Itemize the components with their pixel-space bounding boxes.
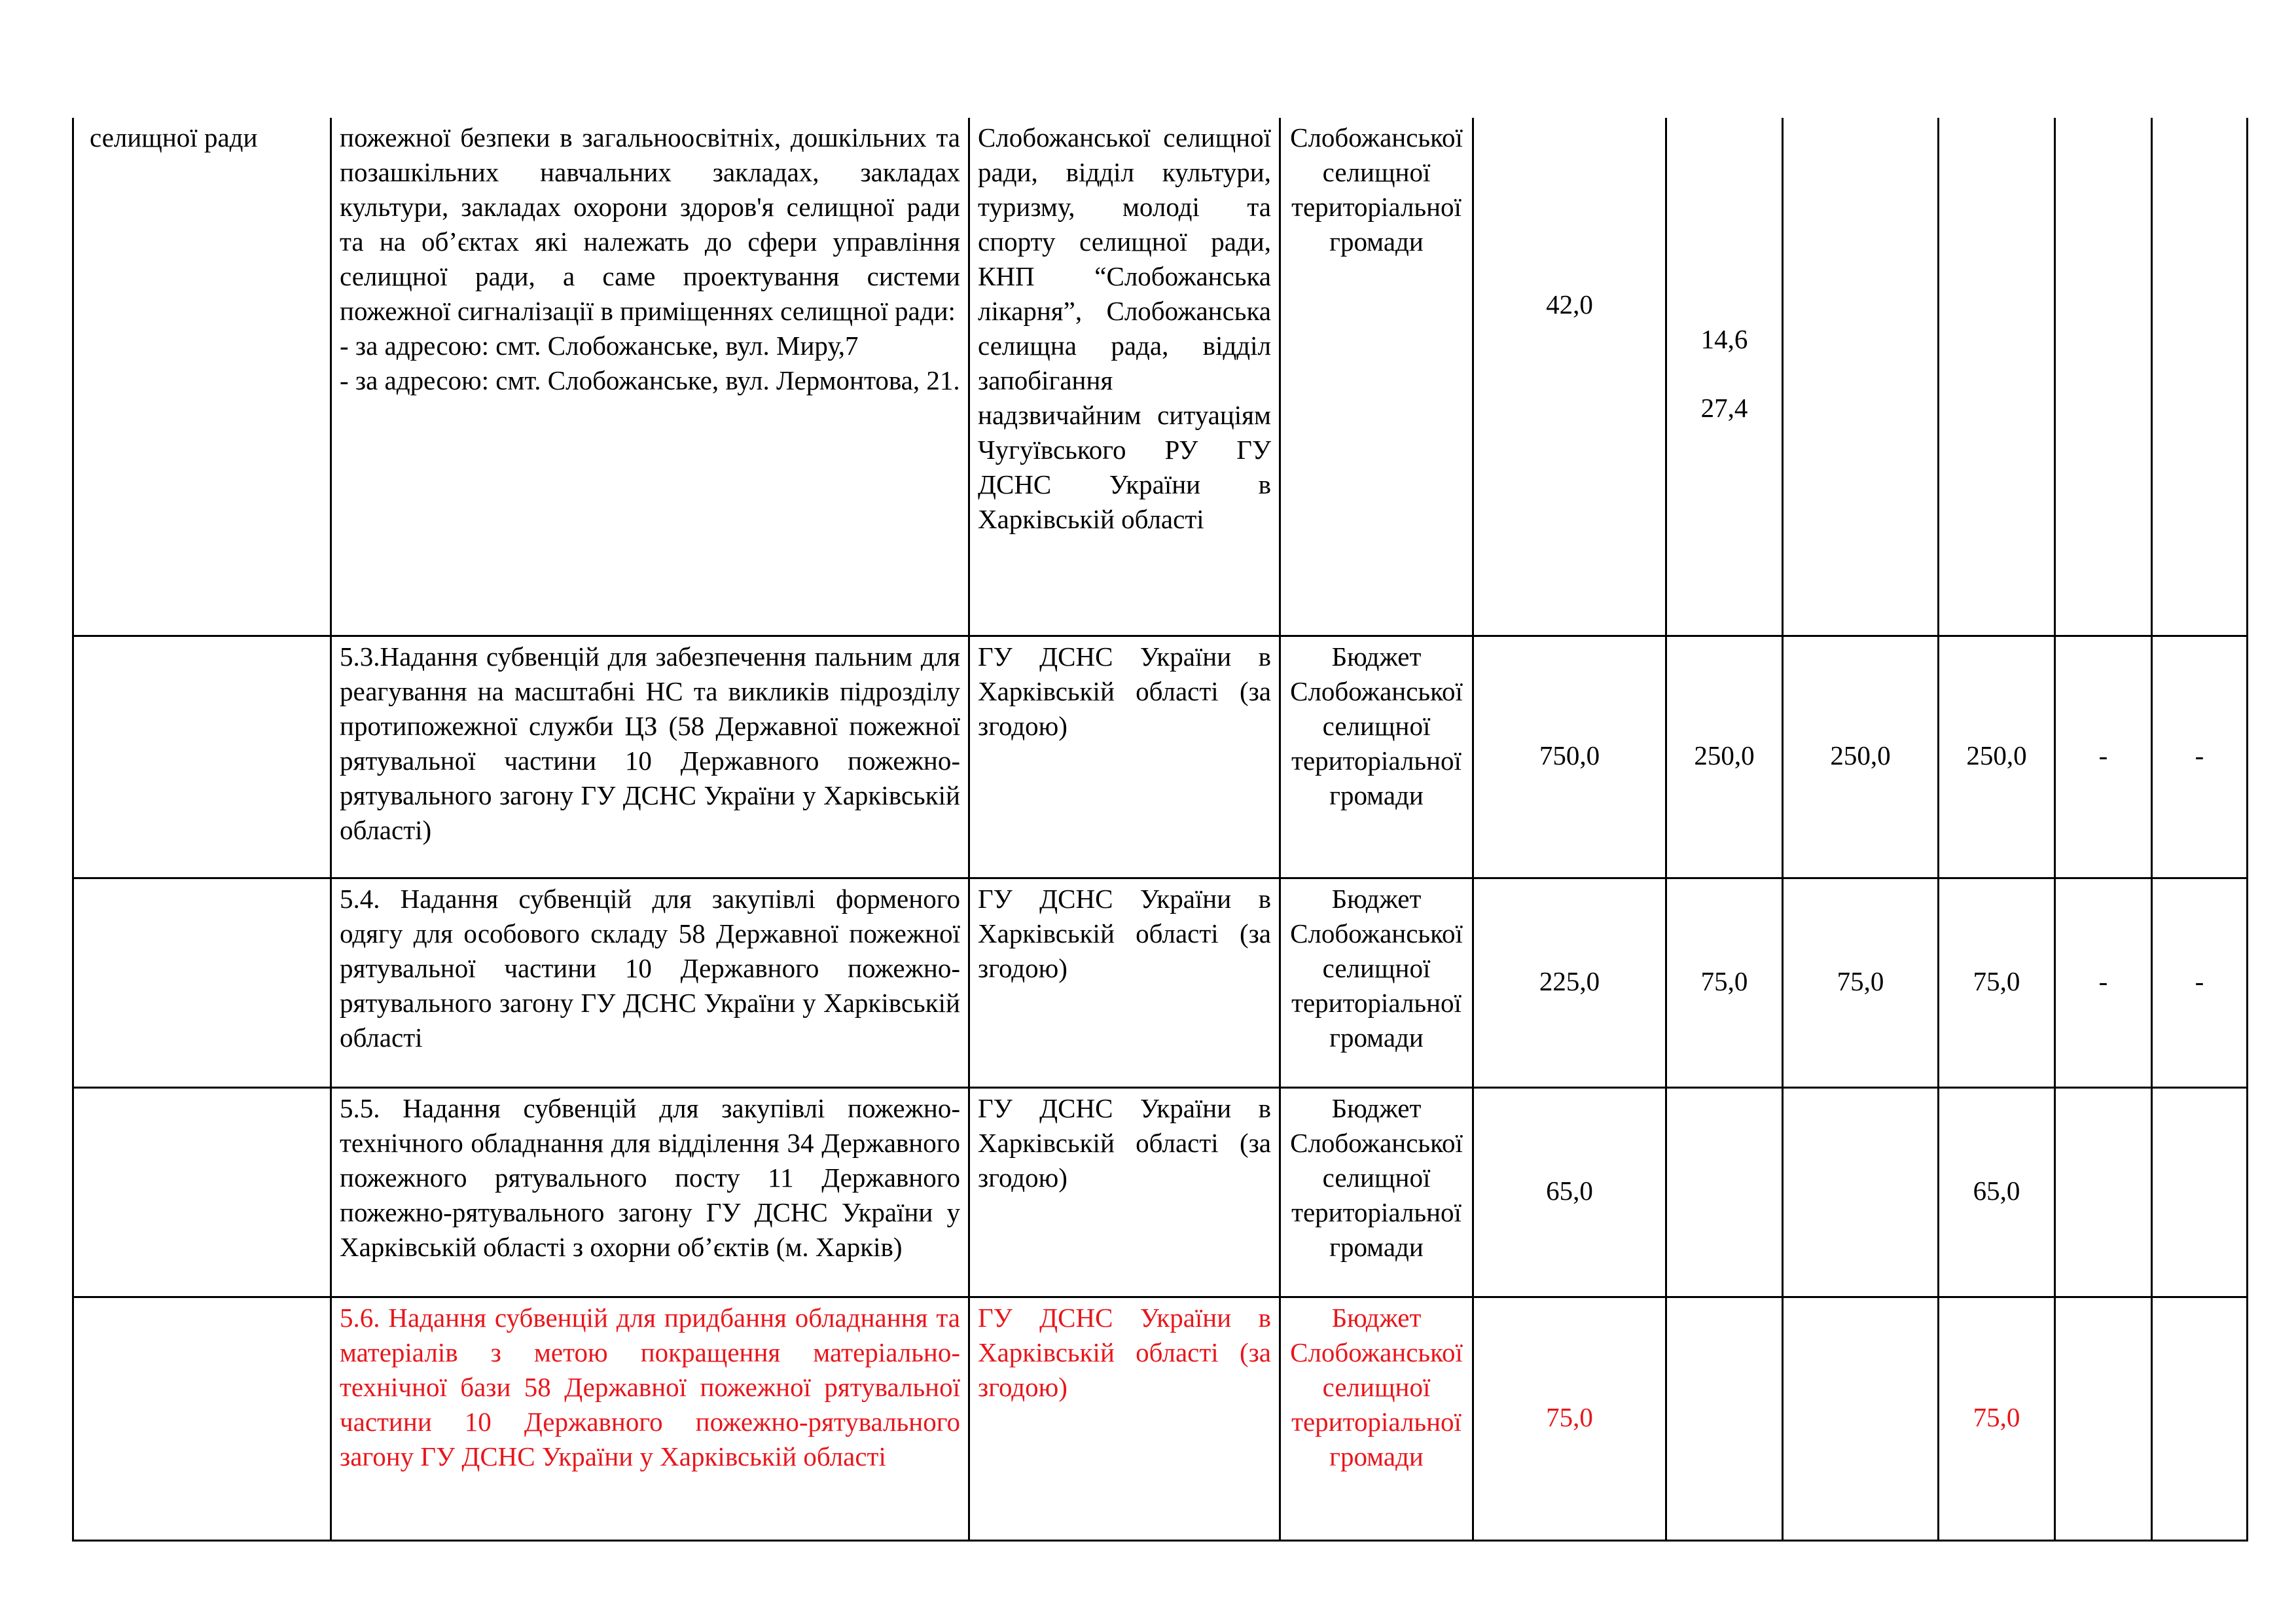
year-3-cell [1939,1297,2055,1540]
measure-description-cell [331,878,969,1087]
year-3-value: 75,0 [1973,1401,2020,1432]
year-1-cell [1666,118,1783,636]
responsible-cell [73,118,331,636]
year-3-cell [1939,1087,2055,1297]
year-4-cell [2055,878,2152,1087]
total-value: 65,0 [1546,1175,1593,1206]
funding-source-text: Бюджет Слобожанської селищної територіальної громади [1290,883,1463,1053]
year-5-value: - [2195,965,2204,996]
total-value: 75,0 [1546,1401,1593,1432]
funding-source-text: Бюджет Слобожанської селищної територіальної громади [1290,641,1463,810]
table-row [73,636,2248,878]
executor-cell [969,1087,1280,1297]
responsible-text: селищної ради [90,122,258,153]
total-value: 225,0 [1539,965,1600,996]
executor-cell [969,118,1280,636]
year-5-cell [2152,1087,2248,1297]
funding-source-text: Слобожанської селищної територіальної громади [1290,122,1463,257]
funding-source-text: Бюджет Слобожанської селищної територіальної громади [1290,1302,1463,1471]
executor-text: ГУ ДСНС України в Харківській області (за згодою) [978,883,1271,983]
executor-cell [969,1297,1280,1540]
program-table [72,118,2248,1542]
year-3-cell [1939,636,2055,878]
funding-source-cell [1280,878,1473,1087]
year-1-cell [1666,1297,1783,1540]
measure-description: пожежної безпеки в загальноосвітніх, дошкільних та позашкільних навчальних закладах, закладах культури, закладах охорони здоров'я селищної ради та на об’єктах які належать до сфери управління селищної ради, а саме проектування системи пожежної сигналізації в приміщеннях селищної ради: [340,122,960,326]
year-2-cell [1783,1297,1939,1540]
executor-text: ГУ ДСНС України в Харківській області (за згодою) [978,1092,1271,1193]
funding-source-cell [1280,118,1473,636]
year-1-cell [1666,1087,1783,1297]
responsible-cell [73,1087,331,1297]
year-1-cell [1666,878,1783,1087]
year-3-cell [1939,878,2055,1087]
table-row-highlighted [73,1297,2248,1540]
table-row [73,878,2248,1087]
total-cell [1473,636,1666,878]
measure-description: 5.6. Надання субвенцій для придбання обладнання та матеріалів з метою покращення матеріально-технічної бази 58 Державної пожежної рятувальної частини 10 Державного пожежно-рятувального загону ГУ ДСНС України у Харківській області [340,1302,960,1471]
address-line: - за адресою: смт. Слобожанське, вул. Лермонтова, 21. [340,365,960,395]
year-2-value: 75,0 [1837,965,1884,996]
total-cell [1473,118,1666,636]
year-5-cell [2152,636,2248,878]
year-3-value: 75,0 [1973,965,2020,996]
year-2-cell [1783,636,1939,878]
year-5-cell [2152,878,2248,1087]
total-cell [1473,1087,1666,1297]
year-3-cell [1939,118,2055,636]
year-1-value: 14,6 [1700,324,1748,354]
year-5-cell [2152,1297,2248,1540]
year-3-value: 65,0 [1973,1175,2020,1206]
measure-description: 5.4. Надання субвенцій для закупівлі форменого одягу для особового складу 58 Державної пожежної рятувальної частини 10 Державного пожежно-рятувального загону ГУ ДСНС України у Харківській області [340,883,960,1053]
measure-description-cell [331,1087,969,1297]
responsible-cell [73,636,331,878]
funding-source-cell [1280,1087,1473,1297]
year-5-value: - [2195,740,2204,770]
executor-text: ГУ ДСНС України в Харківській області (за згодою) [978,1302,1271,1402]
year-1-value: 27,4 [1700,393,1748,423]
year-4-cell [2055,1297,2152,1540]
year-2-cell [1783,118,1939,636]
executor-text: ГУ ДСНС України в Харківській області (за згодою) [978,641,1271,741]
measure-description-cell [331,118,969,636]
measure-description-cell [331,1297,969,1540]
address-line: - за адресою: смт. Слобожанське, вул. Миру,7 [340,331,859,361]
year-4-cell [2055,1087,2152,1297]
table-row [73,1087,2248,1297]
year-4-cell [2055,118,2152,636]
year-2-value: 250,0 [1830,740,1891,770]
responsible-cell [73,878,331,1087]
year-4-value: - [2098,965,2108,996]
year-4-value: - [2098,740,2108,770]
year-2-cell [1783,878,1939,1087]
executor-cell [969,636,1280,878]
total-value: 750,0 [1539,740,1600,770]
year-5-cell [2152,118,2248,636]
total-value: 42,0 [1546,289,1593,319]
year-1-value: 75,0 [1700,965,1748,996]
measure-description: 5.5. Надання субвенцій для закупівлі пожежно-технічного обладнання для відділення 34 Державного пожежного рятувального посту 11 Державного пожежно-рятувального загону ГУ ДСНС України у Харківській області з охорни об’єктів (м. Харків) [340,1092,960,1262]
year-3-value: 250,0 [1966,740,2027,770]
funding-source-cell [1280,636,1473,878]
executor-text: Слобожанської селищної ради, відділ культури, туризму, молоді та спорту селищної ради, КНП “Слобожанська лікарня”, Слобожанська селищна рада, відділ запобігання надзвичайним ситуаціям Чугуївського РУ ГУ ДСНС України в Харківській області [978,122,1271,534]
total-cell [1473,1297,1666,1540]
year-2-cell [1783,1087,1939,1297]
table-row [73,118,2248,636]
responsible-cell [73,1297,331,1540]
year-4-cell [2055,636,2152,878]
measure-description-cell [331,636,969,878]
executor-cell [969,878,1280,1087]
year-1-cell [1666,636,1783,878]
funding-source-cell [1280,1297,1473,1540]
measure-description: 5.3.Надання субвенцій для забезпечення пальним для реагування на масштабні НС та викликів підрозділу протипожежної служби ЦЗ (58 Державної пожежної рятувальної частини 10 Державного пожежно-рятувального загону ГУ ДСНС України у Харківській області) [340,641,960,845]
year-1-value: 250,0 [1694,740,1755,770]
total-cell [1473,878,1666,1087]
funding-source-text: Бюджет Слобожанської селищної територіальної громади [1290,1092,1463,1262]
